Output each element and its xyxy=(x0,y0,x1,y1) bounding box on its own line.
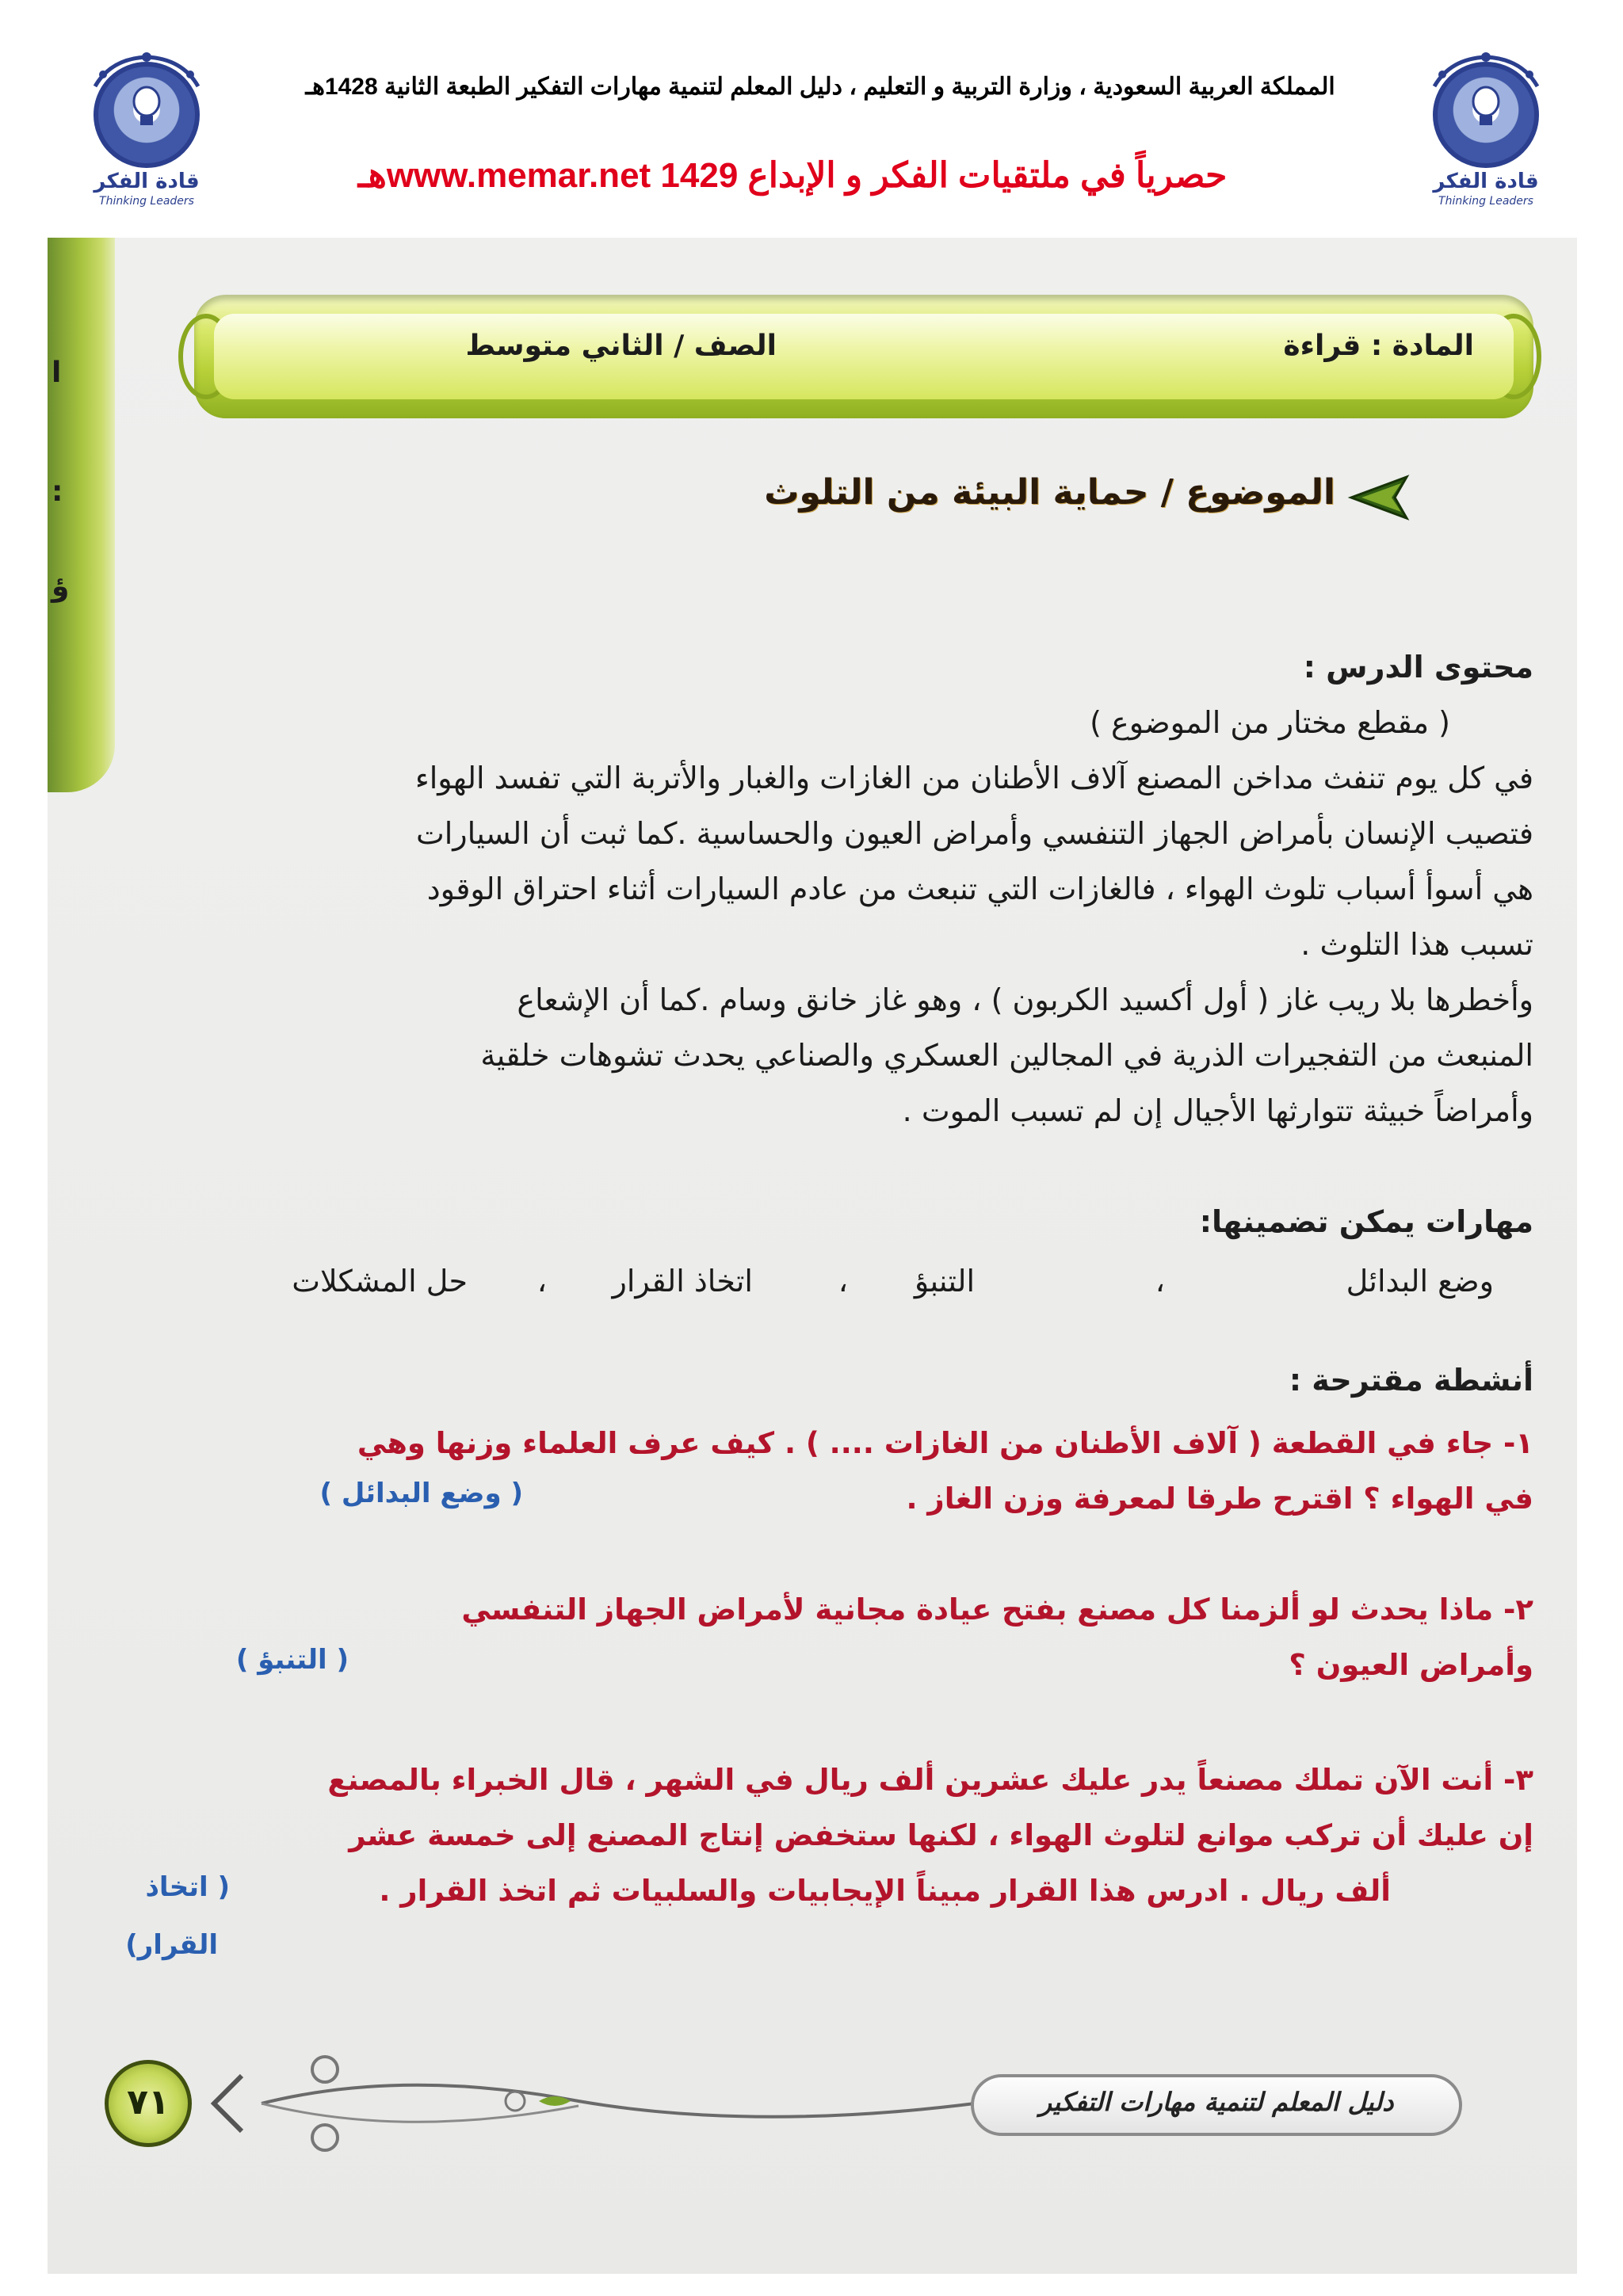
lesson-paragraph-line: وأخطرها بلا ريب غاز ( أول أكسيد الكربون ) ، وهو غاز خانق وسام .كما أن الإشعاع xyxy=(517,982,1533,1017)
lesson-note: ( مقطع مختار من الموضوع ) xyxy=(1090,705,1450,740)
lesson-paragraph-line: فتصيب الإنسان بأمراض الجهاز التنفسي وأمراض العيون والحساسية .كما ثبت أن السيارات xyxy=(415,816,1533,851)
lesson-paragraph-line: تسبب هذا التلوث . xyxy=(1300,927,1533,962)
scanned-page xyxy=(48,238,1577,2274)
skill-item: حل المشكلات xyxy=(292,1264,468,1299)
footer-book-title: دليل المعلم لتنمية مهارات التفكير xyxy=(1039,2087,1394,2117)
skill-separator: ، xyxy=(1155,1264,1165,1299)
topic-heading xyxy=(666,467,1411,531)
side-mark: ا xyxy=(52,357,62,389)
topic-title: الموضوع / حماية البيئة من التلوث xyxy=(764,472,1335,513)
lesson-paragraph-line: وأمراضاً خبيثة تتوارثها الأجيال إن لم تسبب الموت . xyxy=(902,1093,1533,1128)
activities-heading: أنشطة مقترحة : xyxy=(1289,1363,1533,1398)
side-mark: ؤ xyxy=(52,570,70,603)
page-number: ٧١ xyxy=(105,2060,192,2147)
grade-label: الصف / الثاني متوسط xyxy=(465,330,777,362)
lesson-paragraph-line: هي أسوأ أسباب تلوث الهواء ، فالغازات التي تنبعث من عادم السيارات أثناء احتراق الوقود xyxy=(426,871,1533,906)
skill-item: اتخاذ القرار xyxy=(612,1264,753,1299)
logo-caption-en: Thinking Leaders xyxy=(1438,195,1533,208)
activity-1-line: ١- جاء في القطعة ( آلاف الأطنان من الغازات .... ) . كيف عرف العلماء وزنها وهي xyxy=(357,1426,1533,1460)
lesson-paragraph-line: المنبعث من التفجيرات الذرية في المجالين العسكري والصناعي يحدث تشوهات خلقية xyxy=(480,1038,1533,1073)
light-bulb-icon xyxy=(130,84,163,132)
activity-3-line: ألف ريال . ادرس هذا القرار مبيناً الإيجابيات والسلبيات ثم اتخذ القرار . xyxy=(379,1874,1391,1908)
subject-label: المادة : قراءة xyxy=(1283,330,1474,362)
logo-caption-en: Thinking Leaders xyxy=(99,195,194,208)
thinking-leaders-logo-left xyxy=(79,51,214,209)
lesson-content-heading: محتوى الدرس : xyxy=(1303,650,1533,685)
skill-item: التنبؤ xyxy=(914,1264,975,1299)
header-ministry-line: المملكة العربية السعودية ، وزارة التربية و التعليم ، دليل المعلم لتنمية مهارات التفكير الطبعة الثانية 1428هـ xyxy=(305,74,1335,100)
logo-caption: قادة الفكر xyxy=(1433,170,1539,193)
activity-2-line: ٢- ماذا يحدث لو ألزمنا كل مصنع بفتح عيادة مجانية لأمراض الجهاز التنفسي xyxy=(461,1592,1533,1627)
chevron-left-icon xyxy=(1339,474,1411,521)
activity-3-skill-tag: القرار) xyxy=(125,1929,218,1961)
thinking-leaders-logo-right xyxy=(1419,51,1553,209)
activity-3-line: إن عليك أن تركب موانع لتلوث الهواء ، لكنها ستخفض إنتاج المصنع إلى خمسة عشر xyxy=(349,1818,1533,1852)
side-mark: : xyxy=(52,475,63,508)
footer-ornament xyxy=(166,2052,975,2155)
activity-1-skill-tag: ( وضع البدائل ) xyxy=(319,1478,523,1509)
header-website-line: حصرياً في ملتقيات الفكر و الإبداع www.memar.net 1429هـ xyxy=(357,156,1228,195)
activity-3-skill-tag: ( اتخاذ xyxy=(145,1871,230,1903)
lesson-paragraph-line: في كل يوم تنفث مداخن المصنع آلاف الأطنان من الغازات والغبار والأتربة التي تفسد الهواء xyxy=(414,761,1533,795)
skill-separator: ، xyxy=(838,1264,848,1299)
activity-2-skill-tag: ( التنبؤ ) xyxy=(235,1644,349,1676)
side-decoration-strip xyxy=(48,238,115,792)
skill-separator: ، xyxy=(537,1264,547,1299)
logo-caption: قادة الفكر xyxy=(94,170,200,193)
light-bulb-icon xyxy=(1469,84,1503,132)
skill-item: وضع البدائل xyxy=(1346,1264,1494,1299)
activity-3-line: ٣- أنت الآن تملك مصنعاً يدر عليك عشرين ألف ريال في الشهر ، قال الخبراء بالمصنع xyxy=(327,1763,1533,1797)
activity-1-line: في الهواء ؟ اقترح طرقا لمعرفة وزن الغاز . xyxy=(906,1482,1533,1516)
activity-2-line: وأمراض العيون ؟ xyxy=(1289,1648,1533,1682)
skills-heading: مهارات يمكن تضمينها: xyxy=(1199,1204,1533,1239)
